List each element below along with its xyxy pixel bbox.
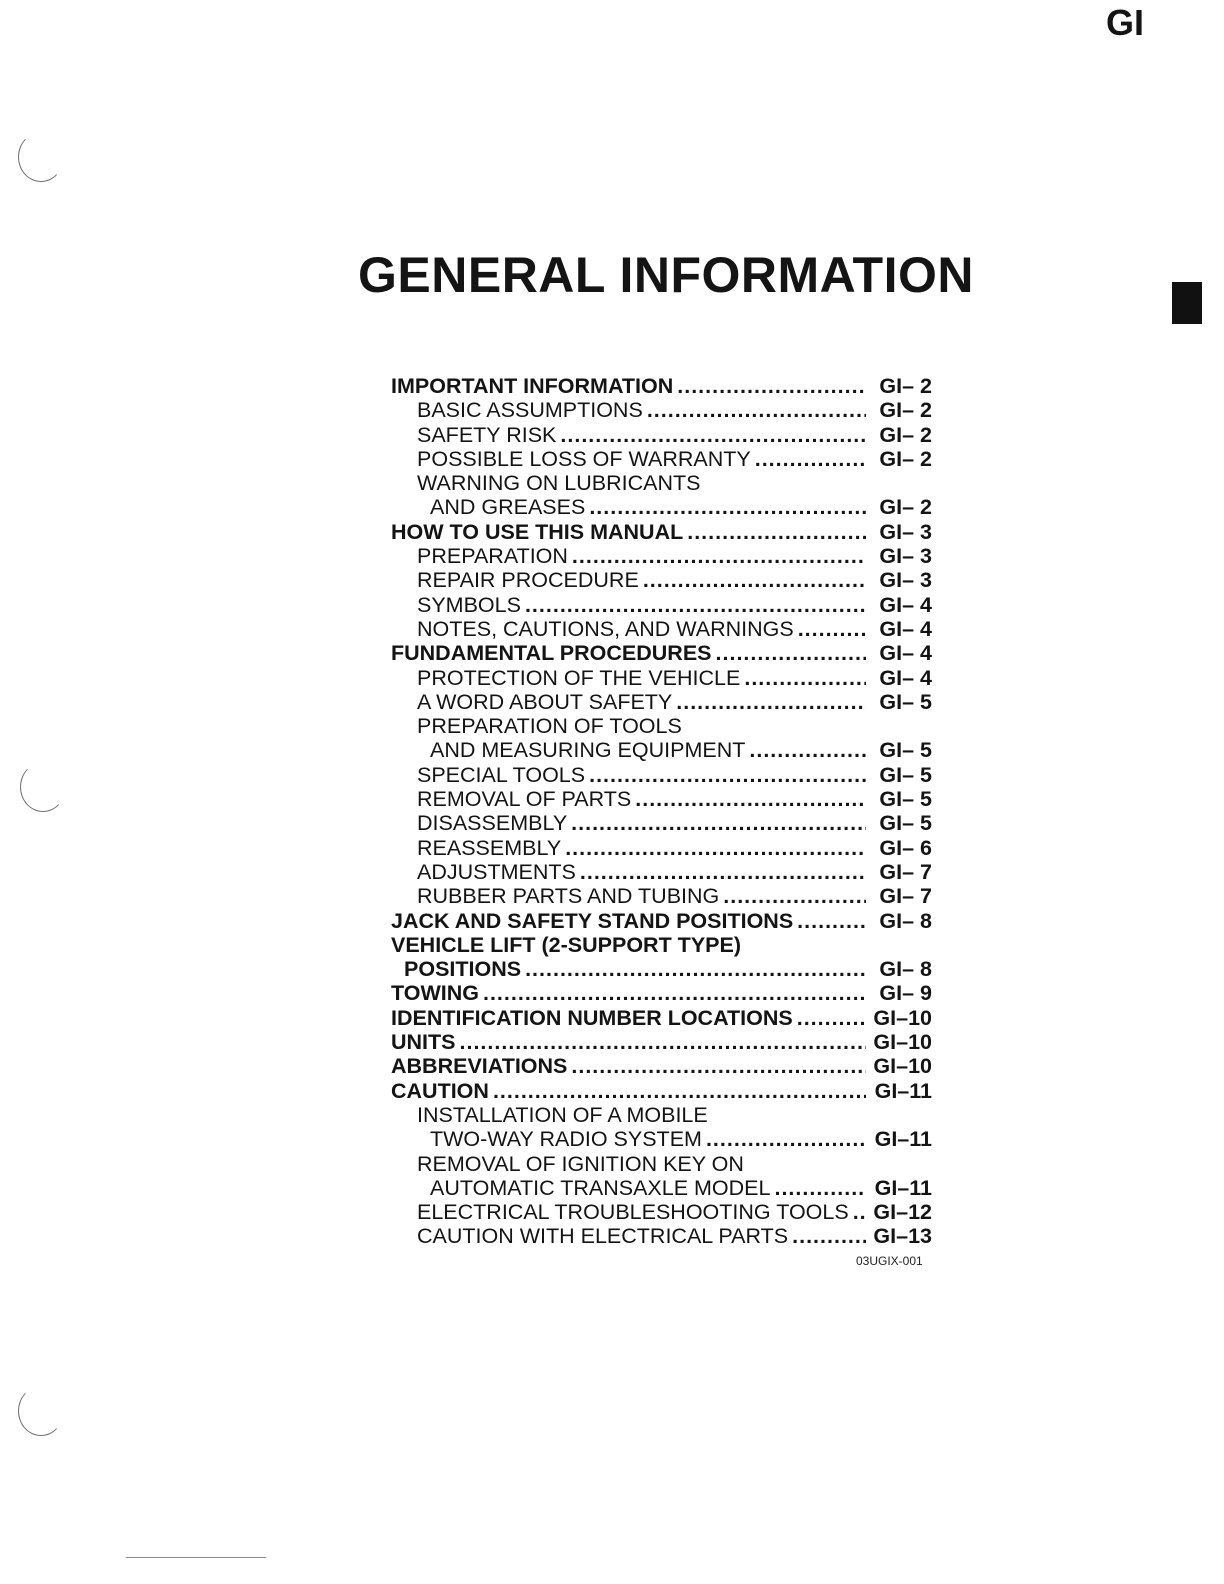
toc-entry: [391, 1176, 932, 1200]
page-title: GENERAL INFORMATION: [358, 247, 974, 303]
toc-dot-leader: [798, 617, 866, 641]
toc-entry: [391, 617, 932, 641]
toc-entry-title: SPECIAL TOOLS: [417, 762, 586, 787]
toc-dot-leader: [580, 860, 866, 884]
toc-dot-leader: [565, 836, 866, 860]
toc-entry-page: GI–11: [874, 1175, 932, 1200]
toc-entry-title: PREPARATION: [417, 544, 568, 569]
toc-entry-page: GI– 2: [879, 495, 932, 520]
toc-entry-title: REPAIR PROCEDURE: [417, 568, 639, 593]
toc-entry-title: AUTOMATIC TRANSAXLE MODEL: [430, 1175, 771, 1200]
toc-entry: [391, 981, 932, 1005]
toc-entry-title: REASSEMBLY: [417, 835, 562, 860]
toc-entry-page: GI–10: [873, 1054, 932, 1079]
toc-entry: [391, 666, 932, 690]
toc-entry: [391, 690, 932, 714]
toc-entry-title: NOTES, CAUTIONS, AND WARNINGS: [417, 616, 794, 641]
toc-entry: [391, 738, 932, 762]
toc-entry-title: ELECTRICAL TROUBLESHOOTING TOOLS: [417, 1200, 849, 1225]
toc-entry-title: REMOVAL OF PARTS: [417, 787, 632, 812]
toc-entry-title: JACK AND SAFETY STAND POSITIONS: [391, 908, 794, 933]
toc-entry-title: ABBREVIATIONS: [391, 1054, 568, 1079]
toc-entry: [391, 520, 932, 544]
toc-entry-title: BASIC ASSUMPTIONS: [417, 398, 643, 423]
binder-hole-mark: [20, 762, 66, 812]
toc-entry-title: INSTALLATION OF A MOBILE: [417, 1102, 708, 1127]
toc-entry: [391, 884, 932, 908]
toc-entry: [391, 1054, 932, 1078]
toc-dot-leader: [755, 447, 866, 471]
toc-entry: [391, 1200, 932, 1224]
toc-entry-page: GI– 4: [879, 665, 932, 690]
toc-entry: [391, 593, 932, 617]
toc-entry: [391, 714, 932, 738]
toc-entry-page: GI– 3: [879, 544, 932, 569]
toc-dot-leader: [676, 690, 866, 714]
toc-dot-leader: [460, 1030, 867, 1054]
toc-dot-leader: [643, 568, 866, 592]
toc-dot-leader: [687, 520, 866, 544]
toc-entry: [391, 957, 932, 981]
toc-dot-leader: [525, 593, 866, 617]
toc-entry-page: GI– 5: [879, 762, 932, 787]
toc-entry-title: PROTECTION OF THE VEHICLE: [417, 665, 741, 690]
toc-entry-page: GI– 5: [879, 811, 932, 836]
toc-entry-page: GI– 3: [879, 519, 932, 544]
toc-entry-page: GI– 4: [879, 641, 932, 666]
binder-hole-mark: [18, 132, 64, 182]
toc-entry: [391, 909, 932, 933]
toc-dot-leader: [571, 1054, 866, 1078]
toc-entry-page: GI– 8: [879, 908, 932, 933]
toc-entry: [391, 398, 932, 422]
toc-entry: [391, 447, 932, 471]
toc-entry: [391, 471, 932, 495]
toc-entry-page: GI–12: [873, 1200, 932, 1225]
toc-entry: [391, 860, 932, 884]
toc-entry: [391, 811, 932, 835]
toc-entry-title: ADJUSTMENTS: [417, 859, 576, 884]
binder-hole-mark: [18, 1386, 64, 1436]
toc-dot-leader: [797, 909, 866, 933]
toc-entry-page: GI– 2: [879, 446, 932, 471]
toc-dot-leader: [706, 1127, 866, 1151]
toc-dot-leader: [749, 738, 866, 762]
toc-entry: [391, 423, 932, 447]
toc-entry-title: RUBBER PARTS AND TUBING: [417, 884, 720, 909]
toc-entry-title: VEHICLE LIFT (2-SUPPORT TYPE): [391, 932, 741, 957]
toc-entry: [391, 836, 932, 860]
toc-entry-title: UNITS: [391, 1030, 456, 1055]
toc-entry: [391, 787, 932, 811]
toc-entry-page: GI–13: [873, 1224, 932, 1249]
toc-entry-title: CAUTION WITH ELECTRICAL PARTS: [417, 1224, 789, 1249]
toc-entry-title: CAUTION: [391, 1078, 489, 1103]
toc-entry-title: HOW TO USE THIS MANUAL: [391, 519, 684, 544]
toc-entry-title: TOWING: [391, 981, 479, 1006]
toc-entry-page: GI– 4: [879, 616, 932, 641]
toc-dot-leader: [792, 1224, 866, 1248]
toc-entry: [391, 495, 932, 519]
toc-entry-title: PREPARATION OF TOOLS: [417, 714, 682, 739]
toc-entry-page: GI– 8: [879, 957, 932, 982]
footer-rule: [126, 1557, 266, 1558]
toc-entry-page: GI– 6: [879, 835, 932, 860]
toc-dot-leader: [677, 374, 866, 398]
toc-entry-page: GI–10: [873, 1030, 932, 1055]
toc-dot-leader: [572, 544, 866, 568]
toc-entry-title: DISASSEMBLY: [417, 811, 568, 836]
toc-dot-leader: [589, 763, 866, 787]
toc-entry-page: GI– 7: [879, 884, 932, 909]
toc-entry-title: AND MEASURING EQUIPMENT: [430, 738, 746, 763]
toc-entry: [391, 1127, 932, 1151]
toc-entry-page: GI–10: [873, 1005, 932, 1030]
toc-entry-title: SAFETY RISK: [417, 422, 557, 447]
toc-entry-title: A WORD ABOUT SAFETY: [417, 689, 673, 714]
toc-entry-page: GI–11: [874, 1127, 932, 1152]
toc-entry: [391, 1079, 932, 1103]
toc-entry-page: GI– 7: [879, 859, 932, 884]
toc-entry-title: SYMBOLS: [417, 592, 521, 617]
toc-entry: [391, 1030, 932, 1054]
toc-entry-page: GI– 3: [879, 568, 932, 593]
toc-entry-title: WARNING ON LUBRICANTS: [417, 471, 701, 496]
toc-dot-leader: [797, 1006, 866, 1030]
toc-entry: [391, 374, 932, 398]
toc-entry-title: IMPORTANT INFORMATION: [391, 374, 674, 398]
toc-dot-leader: [774, 1176, 866, 1200]
toc-entry: [391, 1006, 932, 1030]
toc-entry: [391, 568, 932, 592]
toc-entry: [391, 1103, 932, 1127]
toc-dot-leader: [483, 981, 866, 1005]
section-code: GI: [1106, 2, 1145, 43]
section-tab-marker: [1172, 282, 1202, 324]
toc-entry-title: POSITIONS: [404, 957, 522, 982]
toc-entry: [391, 933, 932, 957]
toc-dot-leader: [525, 957, 866, 981]
toc-dot-leader: [853, 1200, 866, 1224]
toc-entry-title: FUNDAMENTAL PROCEDURES: [391, 641, 712, 666]
toc-dot-leader: [589, 495, 866, 519]
toc-entry: [391, 641, 932, 665]
toc-entry-title: AND GREASES: [430, 495, 586, 520]
toc-entry: [391, 1224, 932, 1248]
toc-entry: [391, 763, 932, 787]
toc-entry-page: GI– 2: [879, 422, 932, 447]
toc-dot-leader: [647, 398, 866, 422]
toc-dot-leader: [635, 787, 866, 811]
toc-dot-leader: [560, 423, 866, 447]
toc-dot-leader: [723, 884, 866, 908]
toc-entry-page: GI– 5: [879, 738, 932, 763]
toc-entry-page: GI– 5: [879, 787, 932, 812]
toc-dot-leader: [744, 666, 866, 690]
toc-entry-page: GI– 5: [879, 689, 932, 714]
toc-dot-leader: [716, 641, 866, 665]
toc-dot-leader: [571, 811, 866, 835]
toc-entry-title: POSSIBLE LOSS OF WARRANTY: [417, 446, 751, 471]
toc-entry-title: REMOVAL OF IGNITION KEY ON: [417, 1151, 744, 1176]
toc-entry-page: GI– 2: [879, 374, 932, 398]
toc-entry-page: GI– 9: [879, 981, 932, 1006]
toc-entry: [391, 1152, 932, 1176]
toc-entry: [391, 544, 932, 568]
reference-code: 03UGIX-001: [856, 1254, 923, 1268]
toc-entry-page: GI–11: [874, 1078, 932, 1103]
toc-entry-page: GI– 4: [879, 592, 932, 617]
toc-entry-page: GI– 2: [879, 398, 932, 423]
toc-entry-title: IDENTIFICATION NUMBER LOCATIONS: [391, 1005, 793, 1030]
toc-dot-leader: [493, 1079, 866, 1103]
table-of-contents: [391, 374, 932, 1249]
toc-entry-title: TWO-WAY RADIO SYSTEM: [430, 1127, 702, 1152]
